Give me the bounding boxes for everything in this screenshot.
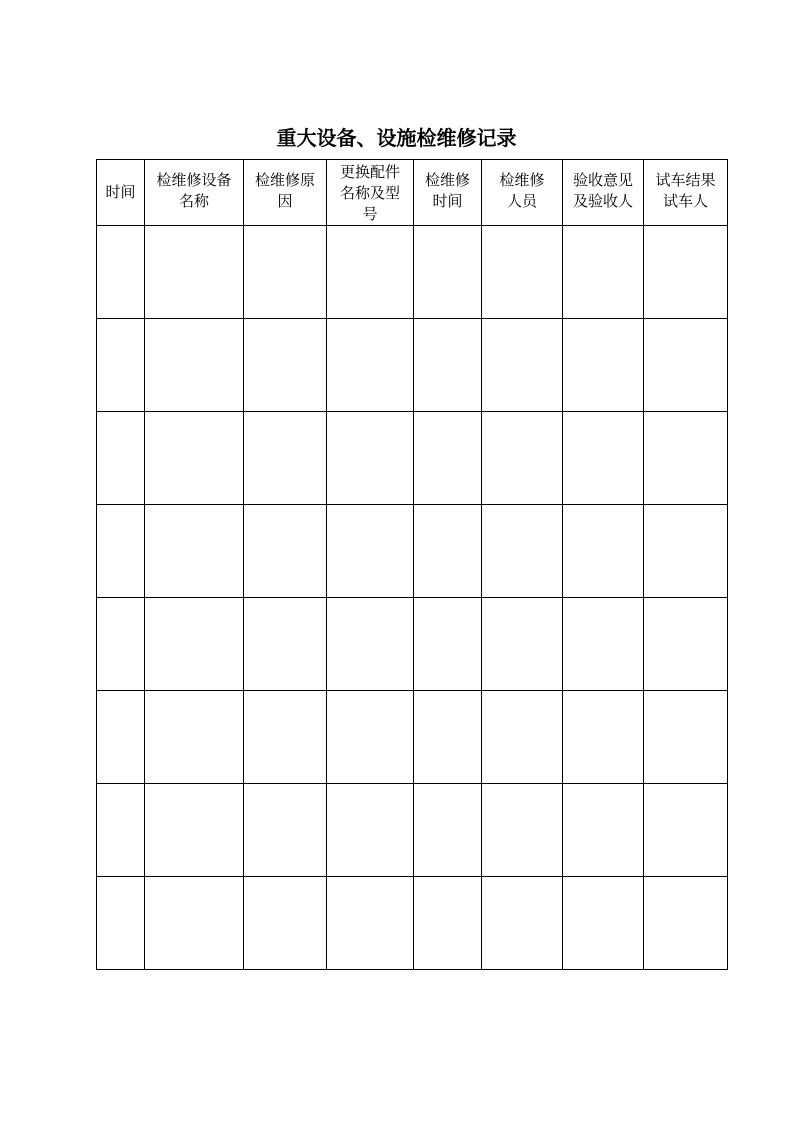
- header-equipment-name: [145, 160, 244, 226]
- time-cell[interactable]: [97, 226, 145, 319]
- equipment-name-cell[interactable]: [145, 691, 244, 784]
- replaced-parts-cell[interactable]: [327, 877, 414, 970]
- repair-time-cell[interactable]: [414, 598, 482, 691]
- header-acceptance-label: [563, 170, 643, 212]
- header-line: 名称及型: [339, 184, 400, 202]
- header-trial-run-label: [644, 170, 727, 212]
- repair-reason-cell[interactable]: [244, 598, 327, 691]
- equipment-name-cell[interactable]: [145, 412, 244, 505]
- table-header-row: [97, 160, 728, 226]
- time-cell[interactable]: [97, 598, 145, 691]
- header-line: 验收意见: [572, 171, 633, 189]
- header-line: 人员: [506, 192, 537, 210]
- header-repair-reason-label: [244, 170, 326, 212]
- header-line: 检维修: [424, 171, 470, 189]
- repair-time-cell[interactable]: [414, 319, 482, 412]
- header-line: 因: [277, 192, 293, 210]
- trial-run-cell[interactable]: [644, 226, 728, 319]
- repair-personnel-cell[interactable]: [482, 412, 563, 505]
- repair-personnel-cell[interactable]: [482, 691, 563, 784]
- replaced-parts-cell[interactable]: [327, 598, 414, 691]
- equipment-name-cell[interactable]: [145, 784, 244, 877]
- repair-time-cell[interactable]: [414, 691, 482, 784]
- repair-personnel-cell[interactable]: [482, 505, 563, 598]
- repair-reason-cell[interactable]: [244, 226, 327, 319]
- table-row: [97, 784, 728, 877]
- replaced-parts-cell[interactable]: [327, 226, 414, 319]
- acceptance-cell[interactable]: [563, 877, 644, 970]
- trial-run-cell[interactable]: [644, 691, 728, 784]
- repair-personnel-cell[interactable]: [482, 319, 563, 412]
- repair-reason-cell[interactable]: [244, 691, 327, 784]
- repair-time-cell[interactable]: [414, 784, 482, 877]
- repair-reason-cell[interactable]: [244, 412, 327, 505]
- table-row: [97, 877, 728, 970]
- repair-personnel-cell[interactable]: [482, 784, 563, 877]
- replaced-parts-cell[interactable]: [327, 412, 414, 505]
- repair-time-cell[interactable]: [414, 505, 482, 598]
- header-replaced-parts: [327, 160, 414, 226]
- table-row: [97, 691, 728, 784]
- time-cell[interactable]: [97, 784, 145, 877]
- header-repair-time-label: [414, 170, 481, 212]
- header-repair-time: [414, 160, 482, 226]
- acceptance-cell[interactable]: [563, 226, 644, 319]
- header-repair-reason: [244, 160, 327, 226]
- maintenance-record-table: [96, 159, 728, 970]
- time-cell[interactable]: [97, 319, 145, 412]
- header-line: 检维修原: [254, 171, 315, 189]
- equipment-name-cell[interactable]: [145, 505, 244, 598]
- table-row: [97, 598, 728, 691]
- repair-reason-cell[interactable]: [244, 784, 327, 877]
- time-cell[interactable]: [97, 412, 145, 505]
- time-cell[interactable]: [97, 691, 145, 784]
- time-cell[interactable]: [97, 877, 145, 970]
- replaced-parts-cell[interactable]: [327, 784, 414, 877]
- acceptance-cell[interactable]: [563, 598, 644, 691]
- trial-run-cell[interactable]: [644, 412, 728, 505]
- table-row: [97, 319, 728, 412]
- acceptance-cell[interactable]: [563, 319, 644, 412]
- repair-reason-cell[interactable]: [244, 877, 327, 970]
- trial-run-cell[interactable]: [644, 505, 728, 598]
- equipment-name-cell[interactable]: [145, 877, 244, 970]
- acceptance-cell[interactable]: [563, 691, 644, 784]
- header-line: 及验收人: [572, 192, 633, 210]
- header-line: 时间: [432, 192, 463, 210]
- header-line: 更换配件: [339, 163, 400, 181]
- header-line: 检维修: [499, 171, 545, 189]
- header-equipment-name-label: [145, 170, 243, 212]
- trial-run-cell[interactable]: [644, 598, 728, 691]
- equipment-name-cell[interactable]: [145, 226, 244, 319]
- table-row: [97, 505, 728, 598]
- header-time: [97, 160, 145, 226]
- replaced-parts-cell[interactable]: [327, 505, 414, 598]
- table-row: [97, 226, 728, 319]
- time-cell[interactable]: [97, 505, 145, 598]
- table-row: [97, 412, 728, 505]
- trial-run-cell[interactable]: [644, 784, 728, 877]
- repair-personnel-cell[interactable]: [482, 877, 563, 970]
- repair-personnel-cell[interactable]: [482, 598, 563, 691]
- repair-reason-cell[interactable]: [244, 319, 327, 412]
- repair-time-cell[interactable]: [414, 877, 482, 970]
- header-line: 试车结果: [655, 171, 716, 189]
- header-line: 号: [362, 205, 378, 223]
- repair-time-cell[interactable]: [414, 226, 482, 319]
- document-title: 重大设备、设施检维修记录: [276, 126, 517, 150]
- trial-run-cell[interactable]: [644, 877, 728, 970]
- header-line: 时间: [105, 183, 136, 201]
- acceptance-cell[interactable]: [563, 412, 644, 505]
- acceptance-cell[interactable]: [563, 505, 644, 598]
- header-acceptance: [563, 160, 644, 226]
- header-time-label: [97, 182, 144, 203]
- header-line: 名称: [178, 192, 209, 210]
- equipment-name-cell[interactable]: [145, 598, 244, 691]
- header-line: 试车人: [662, 192, 708, 210]
- header-replaced-parts-label: [327, 162, 413, 225]
- header-line: 检维修设备: [156, 171, 232, 189]
- repair-reason-cell[interactable]: [244, 505, 327, 598]
- header-repair-personnel: [482, 160, 563, 226]
- table-body: [97, 226, 728, 970]
- equipment-name-cell[interactable]: [145, 319, 244, 412]
- acceptance-cell[interactable]: [563, 784, 644, 877]
- header-trial-run: [644, 160, 728, 226]
- replaced-parts-cell[interactable]: [327, 319, 414, 412]
- repair-time-cell[interactable]: [414, 412, 482, 505]
- replaced-parts-cell[interactable]: [327, 691, 414, 784]
- trial-run-cell[interactable]: [644, 319, 728, 412]
- header-repair-personnel-label: [482, 170, 562, 212]
- repair-personnel-cell[interactable]: [482, 226, 563, 319]
